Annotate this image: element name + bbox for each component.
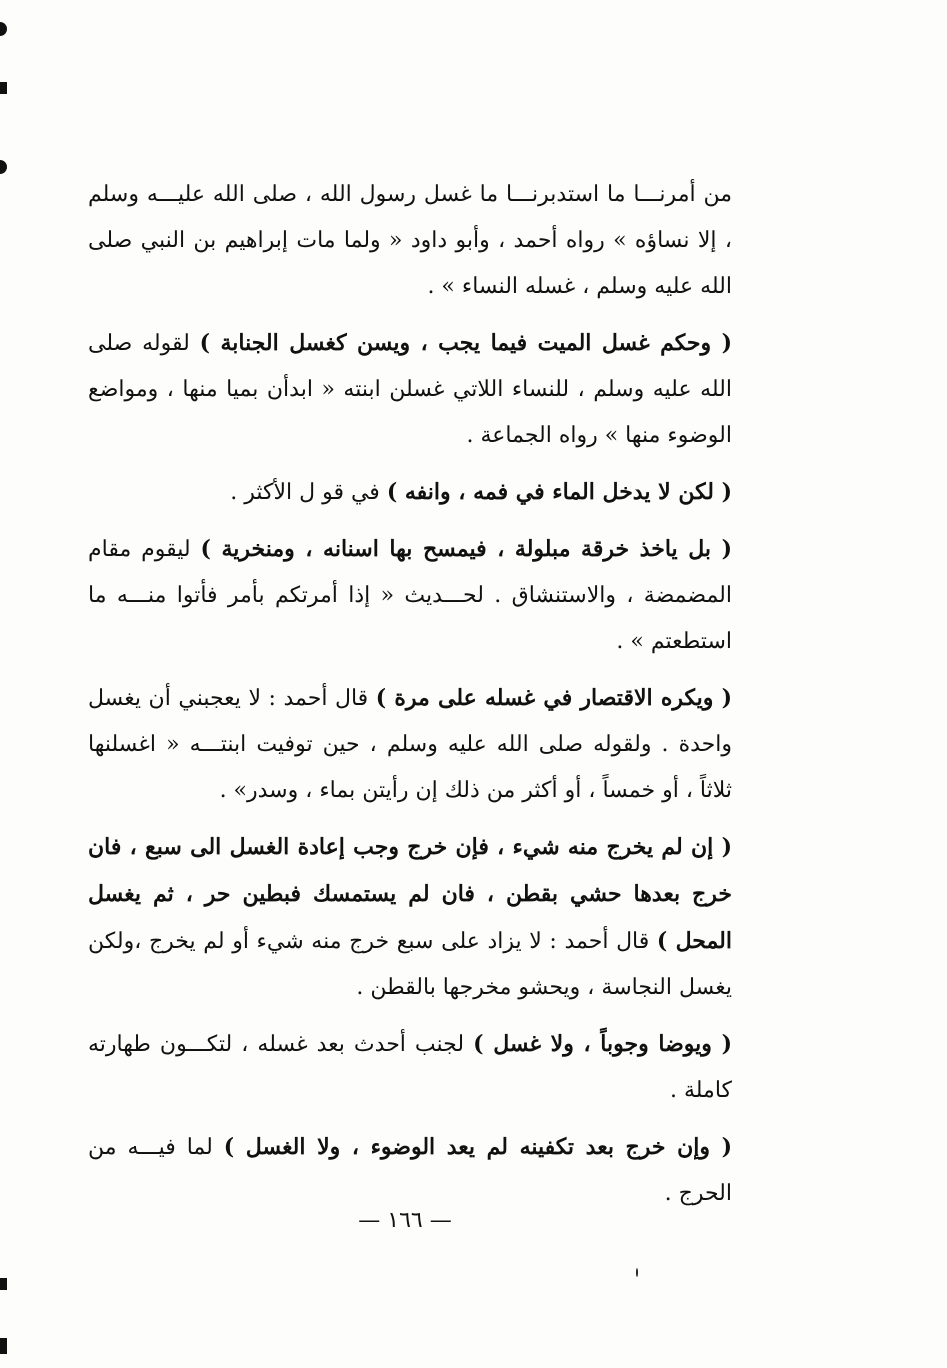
binding-mark [0,1338,7,1354]
bold-heading-text: ( ويوضا وجوباً ، ولا غسل ) [473,1031,733,1057]
bold-heading-text: ( إن لم يخرج منه شيء ، فإن خرج وجب إعادة الغسل الى سبع ، فان خرج بعدها حشي بقطن ، فان لم يستمسك فبطين حر ، ثم يغسل المحل ) [88,834,733,954]
plain-text: من أمرنـــا ما استدبرنـــا ما غسل رسول الله ، صلى الله عليـــه وسلم ، إلا نساؤه » رواه أحمد ، وأبو داود « ولما مات إبراهيم بن النبي صلى الله عليه وسلم ، غسله النساء » . [88,182,732,299]
paragraph [88,320,732,459]
paragraph [88,526,732,665]
plain-text: قال أحمد : لا يعجبني أن يغسل واحدة . ولقوله صلى الله عليه وسلم ، حين توفيت ابنتـــه « اغسلنها ثلاثاً ، أو خمساً ، أو أكثر من ذلك إن رأيتن بماء ، وسدر» . [88,686,732,803]
bold-heading-text: ( بل ياخذ خرقة مبلولة ، فيمسح بها اسنانه ، ومنخرية ) [200,536,732,562]
paragraph [88,824,732,1011]
plain-text: ليقوم مقام المضمضة ، والاستنشاق . لحـــديث « إذا أمرتكم بأمر فأتوا منـــه ما استطعتم » . [88,537,732,654]
binding-mark [0,1278,7,1290]
paragraph [88,675,732,814]
plain-text: لجنب أحدث بعد غسله ، لتكـــون طهارته كاملة . [88,1032,732,1103]
plain-text: في قو ل الأكثر . [230,480,387,505]
bold-heading-text: ( وإن خرج بعد تكفينه لم يعد الوضوء ، ولا الغسل ) [223,1134,732,1160]
binding-mark [0,160,7,174]
plain-text: قال أحمد : لا يزاد على سبع خرج منه شيء أو لم يخرج ،ولكن يغسل النجاسة ، ويحشو مخرجها بالقطن . [88,929,732,1000]
binding-mark [0,22,7,36]
paragraph [88,1124,732,1217]
scan-speck [636,1268,638,1277]
binding-mark [0,82,7,94]
paragraph [88,172,732,310]
page-number: — ١٦٦ — [358,1208,452,1233]
paragraph [88,469,732,516]
plain-text: لما فيـــه من الحرج . [88,1135,732,1206]
body-text [88,172,732,1227]
bold-heading-text: ( وحكم غسل الميت فيما يجب ، ويسن كغسل الجنابة ) [199,330,732,356]
paragraph [88,1021,732,1114]
bold-heading-text: ( ويكره الاقتصار في غسله على مرة ) [375,685,732,711]
bold-heading-text: ( لكن لا يدخل الماء في فمه ، وانفه ) [386,479,732,505]
plain-text: لقوله صلى الله عليه وسلم ، للنساء اللاتي غسلن ابنته « ابدأن بميا منها ، ومواضع الوضوء منها » رواه الجماعة . [88,331,732,448]
